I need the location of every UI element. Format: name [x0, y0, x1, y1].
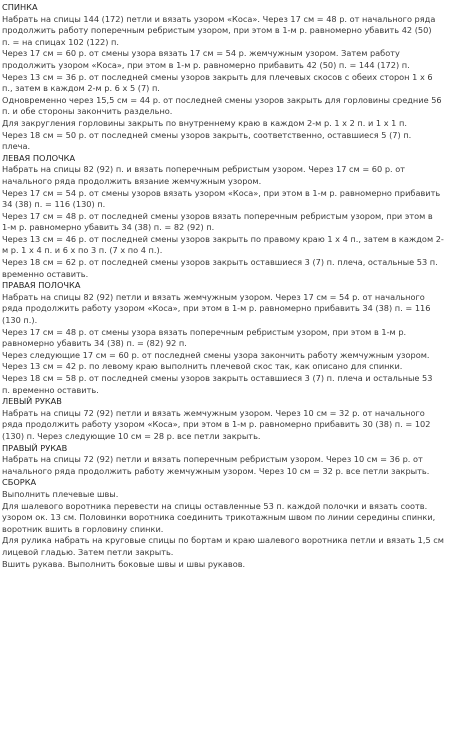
text-line: начального ряда продолжить работу жемчужным узором. Через 10 см = 32 р. все петли закрыть.: [2, 465, 430, 476]
text-line: Для закругления горловины закрыть по внутреннему краю в каждом 2-м р. 1 х 2 п. и 1 х 1 п.: [2, 117, 407, 128]
text-line: продолжить работу поперечным ребристым узором, при этом в 1-м р. равномерно убавить 42 (50): [2, 25, 432, 36]
section-heading-left-front: ЛЕВАЯ ПОЛОЧКА: [2, 152, 76, 163]
text-line: Через 17 см = 54 р. от смены узоров вязать узором «Коса», при этом в 1-м р. равномерно прибавить: [2, 187, 441, 198]
text-line: 34 (38) п. = 116 (130) п.: [2, 199, 106, 210]
text-line: Набрать на спицы 82 (92) петли и вязать жемчужным узором. Через 17 см = 54 р. от начального: [2, 291, 425, 302]
text-line: Набрать на спицы 82 (92) п. и вязать поперечным ребристым узором. Через 17 см = 60 р. от: [2, 164, 405, 175]
text-line: Через 18 см = 62 р. от последней смены узоров закрыть оставшиеся 3 (7) п. плеча, остальные 53 п.: [2, 257, 438, 268]
text-line: продолжить узором «Коса», при этом в 1-м р. равномерно прибавить 42 (50) п. = 144 (172) п.: [2, 59, 410, 70]
text-line: ряда продолжить работу узором «Коса», при этом в 1-м р. равномерно прибавить 34 (38) п. = 116: [2, 303, 431, 314]
text-line: п., затем в каждом 2-м р. 6 х 5 (7) п.: [2, 83, 160, 94]
text-line: начального ряда продолжить вязание жемчужным узором.: [2, 175, 262, 186]
text-line: м р. 1 х 4 п. и 6 х по 3 п. (7 х по 4 п.).: [2, 245, 163, 256]
text-line: п. и обе стороны закончить раздельно.: [2, 106, 173, 117]
knitting-instructions-document: [2, 2, 458, 570]
text-line: временно оставить.: [2, 268, 89, 279]
text-line: Для рулика набрать на круговые спицы по бортам и краю шалевого воротника петли и вязать 1,5 см: [2, 535, 444, 546]
section-heading-assembly: СБОРКА: [2, 477, 37, 488]
section-heading-back: СПИНКА: [2, 2, 38, 12]
text-line: (130 п.).: [2, 315, 38, 326]
text-line: Для шалевого воротника перевести на спицы оставленные 53 п. каждой полочки и вязать соотв.: [2, 500, 428, 511]
text-line: (130) п. Через следующие 10 см = 28 р. все петли закрыть.: [2, 430, 261, 441]
text-line: Вшить рукава. Выполнить боковые швы и швы рукавов.: [2, 558, 246, 569]
text-line: 1-м р. равномерно убавить 34 (38) п. = 82 (92) п.: [2, 222, 215, 233]
text-line: Через следующие 17 см = 60 р. от последней смены узора закончить работу жемчужным узором.: [2, 349, 430, 360]
section-heading-right-sleeve: ПРАВЫЙ РУКАВ: [2, 442, 68, 453]
text-line: плеча.: [2, 141, 31, 152]
text-line: Через 17 см = 48 р. от смены узора вязать поперечным ребристым узором, при этом в 1-м р.: [2, 326, 407, 337]
text-line: равномерно убавить 34 (38) п. = (82) 92 п.: [2, 338, 187, 349]
text-line: Набрать на спицы 144 (172) петли и вязать узором «Коса». Через 17 см = 48 р. от начального ряда: [2, 13, 436, 24]
text-line: Выполнить плечевые швы.: [2, 488, 119, 499]
section-heading-left-sleeve: ЛЕВЫЙ РУКАВ: [2, 396, 62, 407]
text-line: Через 13 см = 36 р. от последней смены узоров закрыть для плечевых скосов с обеих сторон 1 х 6: [2, 71, 433, 82]
text-line: Через 18 см = 58 р. от последней смены узоров закрыть оставшиеся 3 (7) п. плеча и остальные 53: [2, 373, 433, 383]
text-line: узором ок. 13 см. Половинки воротника соединить трикотажным швом по линии середины спинки,: [2, 512, 436, 523]
text-line: Одновременно через 15,5 см = 44 р. от последней смены узоров закрыть для горловины средние 56: [2, 94, 442, 105]
text-line: ряда продолжить работу узором «Коса», при этом в 1-м р. равномерно прибавить 30 (38) п. = 102: [2, 419, 431, 430]
text-line: Набрать на спицы 72 (92) петли и вязать поперечным ребристым узором. Через 10 см = 36 р. от: [2, 454, 423, 465]
text-line: лицевой гладью. Затем петли закрыть.: [2, 546, 174, 557]
section-heading-right-front: ПРАВАЯ ПОЛОЧКА: [2, 280, 81, 291]
text-line: Через 17 см = 60 р. от смены узора вязать 17 см = 54 р. жемчужным узором. Затем работу: [2, 48, 400, 59]
text-line: п. = на спицах 102 (122) п.: [2, 36, 120, 47]
text-line: Через 17 см = 48 р. от последней смены узоров вязать поперечным ребристым узором, при этом в: [2, 210, 433, 221]
text-line: Через 13 см = 46 р. от последней смены узоров закрыть по правому краю 1 х 4 п., затем в каждом 2-: [2, 233, 444, 244]
text-line: Набрать на спицы 72 (92) петли и вязать жемчужным узором. Через 10 см = 32 р. от начального: [2, 407, 425, 418]
text-line: воротник вшить в горловину спинки.: [2, 523, 164, 534]
text-line: Через 13 см = 42 р. по левому краю выполнить плечевой скос так, как описано для спинки.: [2, 361, 403, 372]
text-line: п. временно оставить.: [2, 384, 99, 395]
text-line: Через 18 см = 50 р. от последней смены узоров закрыть, соответственно, оставшиеся 5 (7) п.: [2, 129, 412, 140]
